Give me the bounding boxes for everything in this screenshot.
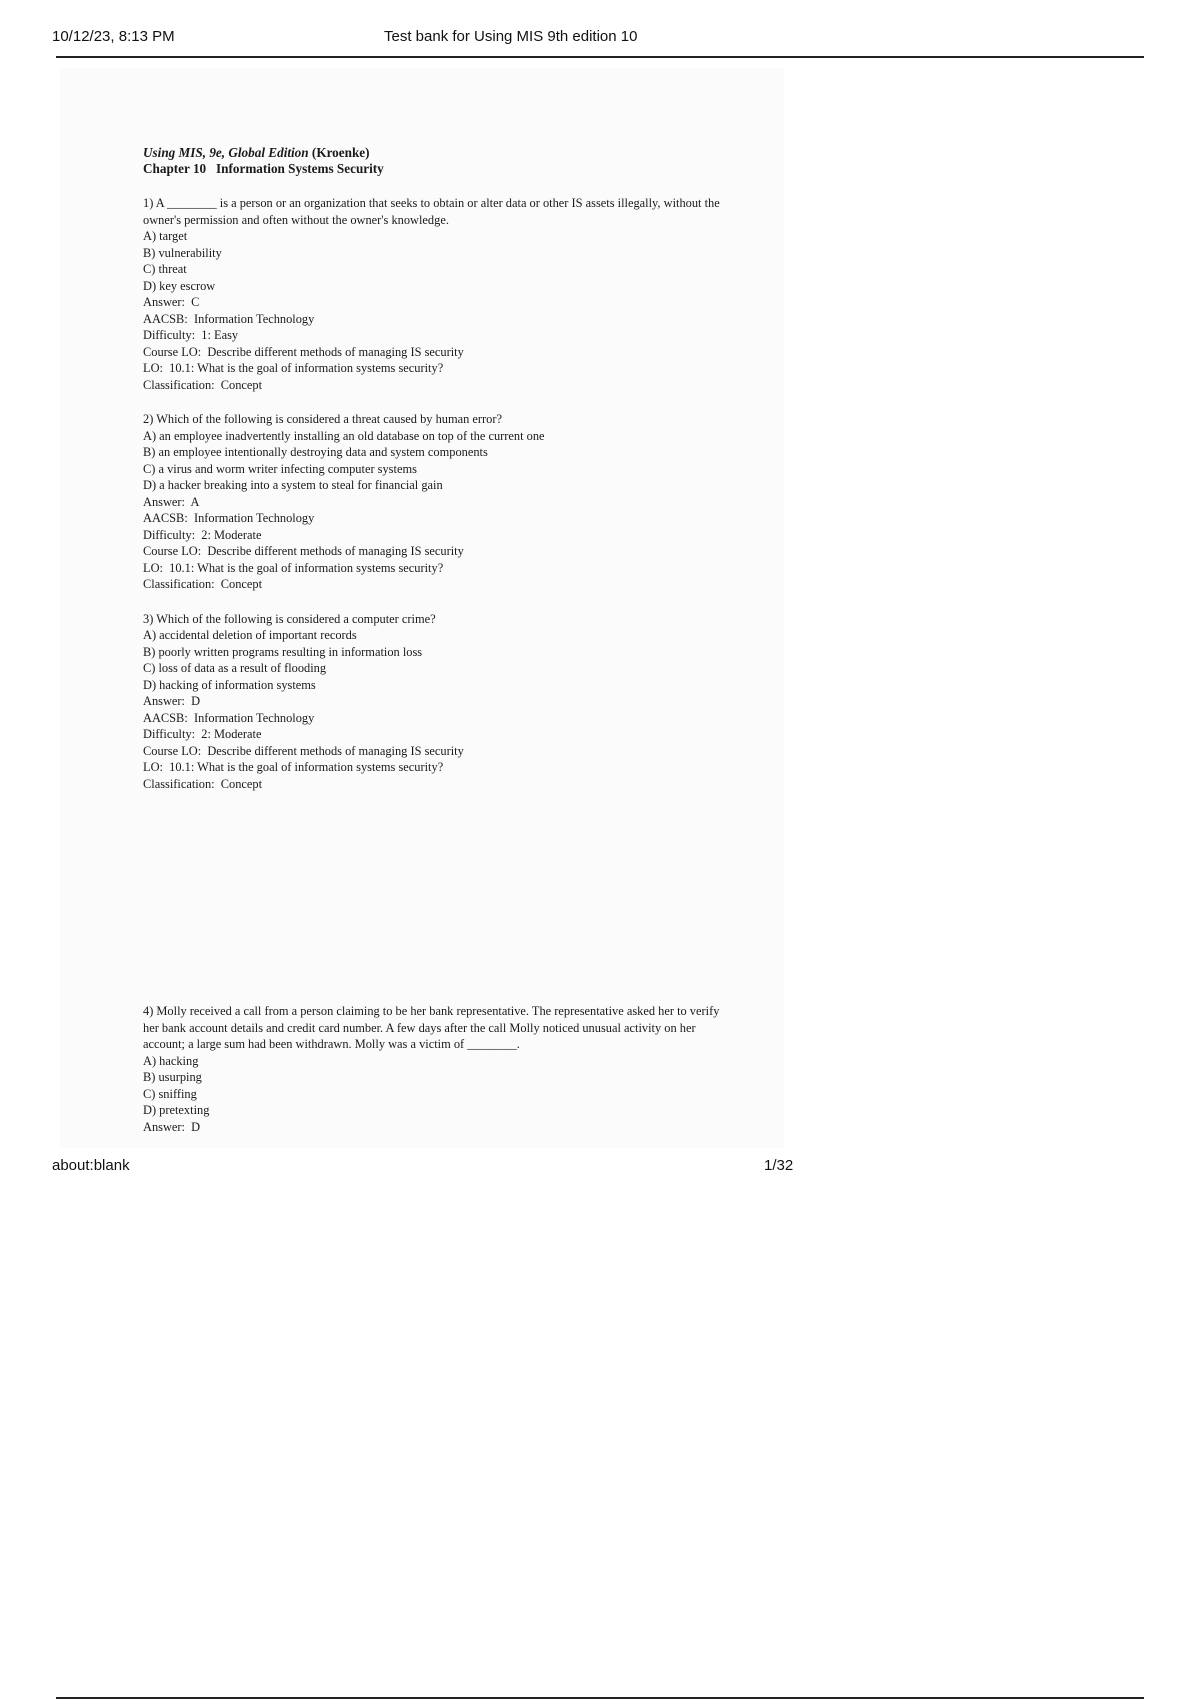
document-body [143,145,723,792]
course-lo: Course LO: Describe different methods of managing IS security [143,743,464,758]
book-title-line [143,145,723,161]
option-d: D) a hacker breaking into a system to steal for financial gain [143,478,443,492]
question-1 [143,195,723,393]
header-divider [56,56,1144,58]
difficulty: Difficulty: 2: Moderate [143,727,262,741]
question-stem: 2) Which of the following is considered a threat caused by human error? [143,412,502,426]
print-header-datetime: 10/12/23, 8:13 PM [52,28,175,45]
option-c: C) a virus and worm writer infecting computer systems [143,461,417,476]
question-3 [143,611,723,793]
classification: Classification: Concept [143,776,263,791]
course-lo: Course LO: Describe different methods of managing IS security [143,544,464,558]
difficulty: Difficulty: 1: Easy [143,328,239,342]
option-a: A) target [143,229,188,243]
answer: Answer: A [143,494,200,509]
answer: Answer: C [143,295,200,309]
option-c: C) loss of data as a result of flooding [143,661,327,675]
print-footer-url: about:blank [52,1157,130,1174]
book-title: Using MIS, 9e, Global Edition [143,145,309,160]
footer-divider [56,1697,1144,1699]
print-footer-page-number: 1/32 [764,1157,794,1174]
question-2 [143,411,723,593]
option-a: A) hacking [143,1053,199,1068]
lo: LO: 10.1: What is the goal of information systems security? [143,361,444,375]
aacsb: AACSB: Information Technology [143,710,315,725]
chapter-title: Chapter 10 Information Systems Security [143,161,384,176]
book-author: (Kroenke) [311,145,370,160]
question-stem: 4) Molly received a call from a person claiming to be her bank representative. The representative asked her to verify her bank account details and credit card number. A few days after the call Molly noticed unusual activity on her account; a large sum had been withdrawn. Molly was a victim of ________. [143,1004,720,1051]
question-4 [143,1003,723,1135]
classification: Classification: Concept [143,377,263,392]
option-c: C) sniffing [143,1086,197,1101]
option-b: B) poorly written programs resulting in information loss [143,644,423,659]
option-b: B) an employee intentionally destroying data and system components [143,445,488,459]
option-a: A) an employee inadvertently installing an old database on top of the current one [143,428,545,443]
option-b: B) usurping [143,1070,202,1084]
option-c: C) threat [143,262,187,276]
classification: Classification: Concept [143,577,263,591]
option-a: A) accidental deletion of important records [143,628,357,642]
answer: Answer: D [143,1119,201,1134]
question-stem: 3) Which of the following is considered a computer crime? [143,611,436,626]
course-lo: Course LO: Describe different methods of managing IS security [143,344,464,359]
option-b: B) vulnerability [143,245,222,260]
aacsb: AACSB: Information Technology [143,511,315,525]
question-stem: 1) A ________ is a person or an organization that seeks to obtain or alter data or other IS assets illegally, without the owner's permission and often without the owner's knowledge. [143,196,720,227]
document-heading [143,145,723,177]
lo: LO: 10.1: What is the goal of information systems security? [143,760,444,774]
option-d: D) key escrow [143,278,216,293]
answer: Answer: D [143,694,201,708]
difficulty: Difficulty: 2: Moderate [143,527,262,542]
option-d: D) hacking of information systems [143,677,316,692]
option-d: D) pretexting [143,1103,210,1117]
aacsb: AACSB: Information Technology [143,311,315,326]
print-header-title: Test bank for Using MIS 9th edition 10 [384,28,638,45]
lo: LO: 10.1: What is the goal of information systems security? [143,560,444,575]
